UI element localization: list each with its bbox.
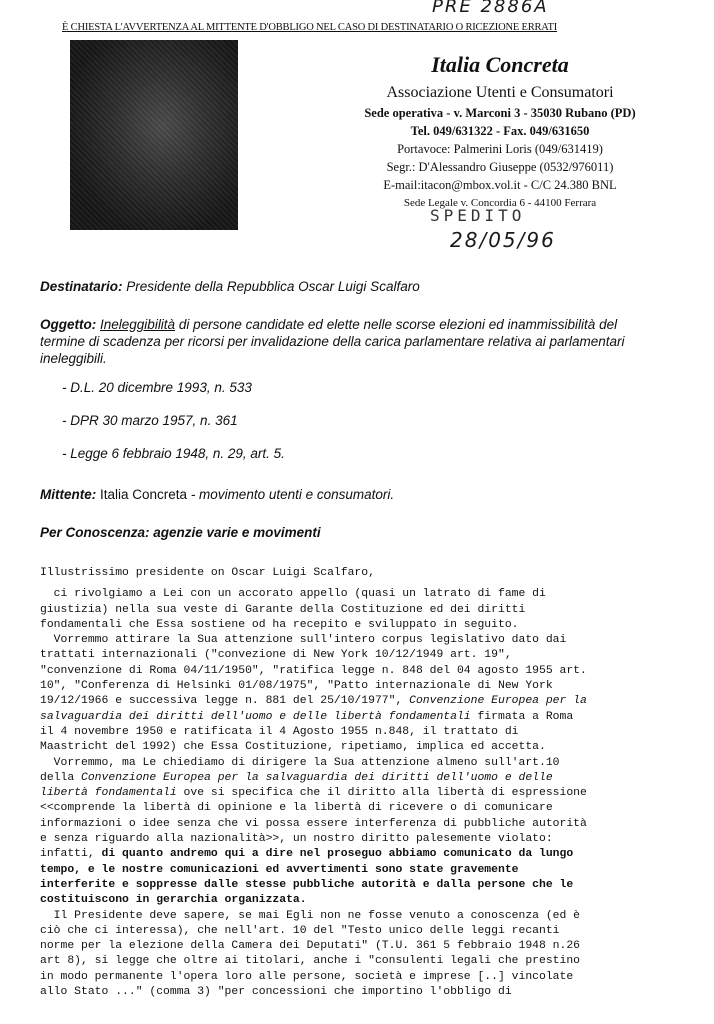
- body-line: il 4 novembre 1950 e ratificata il 4 Agosto 1955 n.848, il trattato di: [40, 725, 519, 738]
- subject-keyword: Ineleggibilità: [100, 317, 176, 332]
- body-segment-italic: libertà fondamentali: [40, 787, 177, 800]
- body-line: [40, 710, 680, 725]
- subject-label: Oggetto:: [40, 317, 97, 332]
- body-line: costituiscono in gerarchia organizzata.: [40, 894, 307, 907]
- subject-text-3: ineleggibili.: [40, 351, 107, 366]
- body-line: allo Stato ..." (comma 3) "per concessioni che importino l'obbligo di: [40, 986, 512, 999]
- body-line: [40, 694, 680, 709]
- legal-seat: Sede Legale v. Concordia 6 - 44100 Ferrara: [403, 197, 597, 209]
- body-segment-italic: Convenzione Europea per la: [409, 695, 587, 708]
- body-segment: ove si specifica che il diritto alla libertà di espressione: [176, 787, 587, 800]
- subject-text-1: di persone candidate ed elette nelle scorse elezioni ed inammissibilità del: [175, 317, 618, 332]
- letter-body: [40, 566, 680, 1000]
- delivery-notice: È CHIESTA L'AVVERTENZA AL MITTENTE D'OBBLIGO NEL CASO DI DESTINATARIO O RICEZIONE ERRATI: [62, 22, 558, 33]
- body-line: [40, 771, 680, 786]
- body-line: trattati internazionali ("convezione di New York 10/12/1949 art. 19",: [40, 649, 512, 662]
- body-line: [40, 847, 680, 862]
- body-line: e senza riguardo alla nazionalità>>, un nostro diritto palesemente violato:: [40, 833, 553, 846]
- organization-name: Italia Concreta: [431, 52, 569, 77]
- sender-desc: - movimento utenti e consumatori.: [187, 487, 395, 502]
- law-reference-1: - D.L. 20 dicembre 1993, n. 533: [62, 380, 252, 395]
- recipient-label: Destinatario:: [40, 279, 123, 294]
- sender-line: [40, 486, 680, 503]
- organization-subtitle: Associazione Utenti e Consumatori: [386, 84, 614, 101]
- law-reference-3: - Legge 6 febbraio 1948, n. 29, art. 5.: [62, 446, 285, 461]
- body-line: Vorremmo attirare la Sua attenzione sull'intero corpus legislativo dato dai: [40, 634, 567, 647]
- body-line: Il Presidente deve sapere, se mai Egli non ne fosse venuto a conoscenza (ed è: [40, 909, 581, 922]
- body-line: ciò che ci interessa), che nell'art. 10 del "Testo unico delle leggi recanti: [40, 924, 560, 937]
- body-line: <<comprende la libertà di opinione e la libertà di ricevere o di comunicare: [40, 802, 553, 815]
- recipient-value: Presidente della Repubblica Oscar Luigi Scalfaro: [126, 279, 420, 294]
- body-line: [40, 786, 680, 801]
- sent-stamp: SPEDITO: [430, 206, 526, 225]
- body-segment-italic: Convenzione Europea per la salvaguardia dei diritti dell'uomo e delle: [81, 771, 553, 784]
- subject-text-2: termine di scadenza per ricorsi per invalidazione della carica parlamentare relativa ai parlamentari: [40, 334, 625, 349]
- body-line: tempo, e le nostre comunicazioni ed avvertimenti sono state gravemente: [40, 863, 519, 876]
- body-line: norme per la elezione della Camera dei Deputati" (T.U. 361 5 febbraio 1948 n.26: [40, 940, 581, 953]
- body-segment: della: [40, 771, 82, 784]
- body-line: Illustrissimo presidente on Oscar Luigi Scalfaro,: [40, 567, 375, 579]
- letterhead: [320, 52, 680, 212]
- body-segment: 19/12/1966 e successiva legge n. 881 del 25/10/1977",: [40, 695, 410, 708]
- body-line: ci rivolgiamo a Lei con un accorato appello (quasi un latrato di fame di: [40, 588, 546, 601]
- body-line: in modo permanente l'opera loro alle persone, società e imprese [..] vincolate: [40, 970, 574, 983]
- spokesperson: Portavoce: Palmerini Loris (049/631419): [397, 142, 603, 156]
- body-line: "convenzione di Roma 04/11/1950", "ratifica legge n. 848 del 04 agosto 1955 art.: [40, 664, 587, 677]
- body-line: informazioni o idee senza che vi possa essere interferenza di pubbliche autorità: [40, 817, 587, 830]
- recipient-line: [40, 278, 680, 295]
- body-line: 10", "Conferenza di Helsinki 01/08/1975", "Patto internazionale di New York: [40, 680, 553, 693]
- body-segment: firmata a Roma: [470, 710, 574, 723]
- operational-address: Sede operativa - v. Marconi 3 - 35030 Rubano (PD): [364, 106, 636, 120]
- subject-block: [40, 316, 680, 367]
- body-segment: infatti,: [40, 848, 102, 861]
- handwritten-date: 28/05/96: [450, 228, 556, 252]
- body-line: giustizia) nella sua veste di Garante della Costituzione ed dei diritti: [40, 603, 526, 616]
- phone-fax: Tel. 049/631322 - Fax. 049/631650: [410, 124, 590, 138]
- body-line: art 8), si legge che oltre ai titolari, anche i "consulenti legali che prestino: [40, 955, 581, 968]
- sender-name: Italia Concreta: [100, 487, 188, 502]
- body-segment-italic: salvaguardia dei diritti dell'uomo e delle libertà fondamentali: [40, 710, 471, 723]
- body-segment-bold: di quanto andremo qui a dire nel proseguo abbiamo comunicato da lungo: [101, 848, 574, 861]
- law-reference-2: - DPR 30 marzo 1957, n. 361: [62, 413, 238, 428]
- body-line: fondamentali che Essa sostiene od ha recepito e sviluppato in seguito.: [40, 618, 519, 631]
- sender-label: Mittente:: [40, 487, 97, 502]
- body-line: Maastricht del 1992) che Essa Costituzione, ripetiamo, implica ed accetta.: [40, 741, 546, 754]
- reference-number: PRE 2886A: [432, 0, 549, 17]
- email-account: E-mail:itacon@mbox.vol.it - C/C 24.380 BNL: [383, 178, 617, 192]
- body-line: interferite e soppresse dalle stesse pubbliche autorità e dalla persone che le: [40, 878, 574, 891]
- cc-line: Per Conoscenza: agenzie varie e movimenti: [40, 525, 321, 540]
- body-line: Vorremmo, ma Le chiediamo di dirigere la Sua attenzione almeno sull'art.10: [40, 756, 560, 769]
- portrait-photo: [70, 40, 238, 230]
- secretary: Segr.: D'Alessandro Giuseppe (0532/976011): [386, 160, 614, 174]
